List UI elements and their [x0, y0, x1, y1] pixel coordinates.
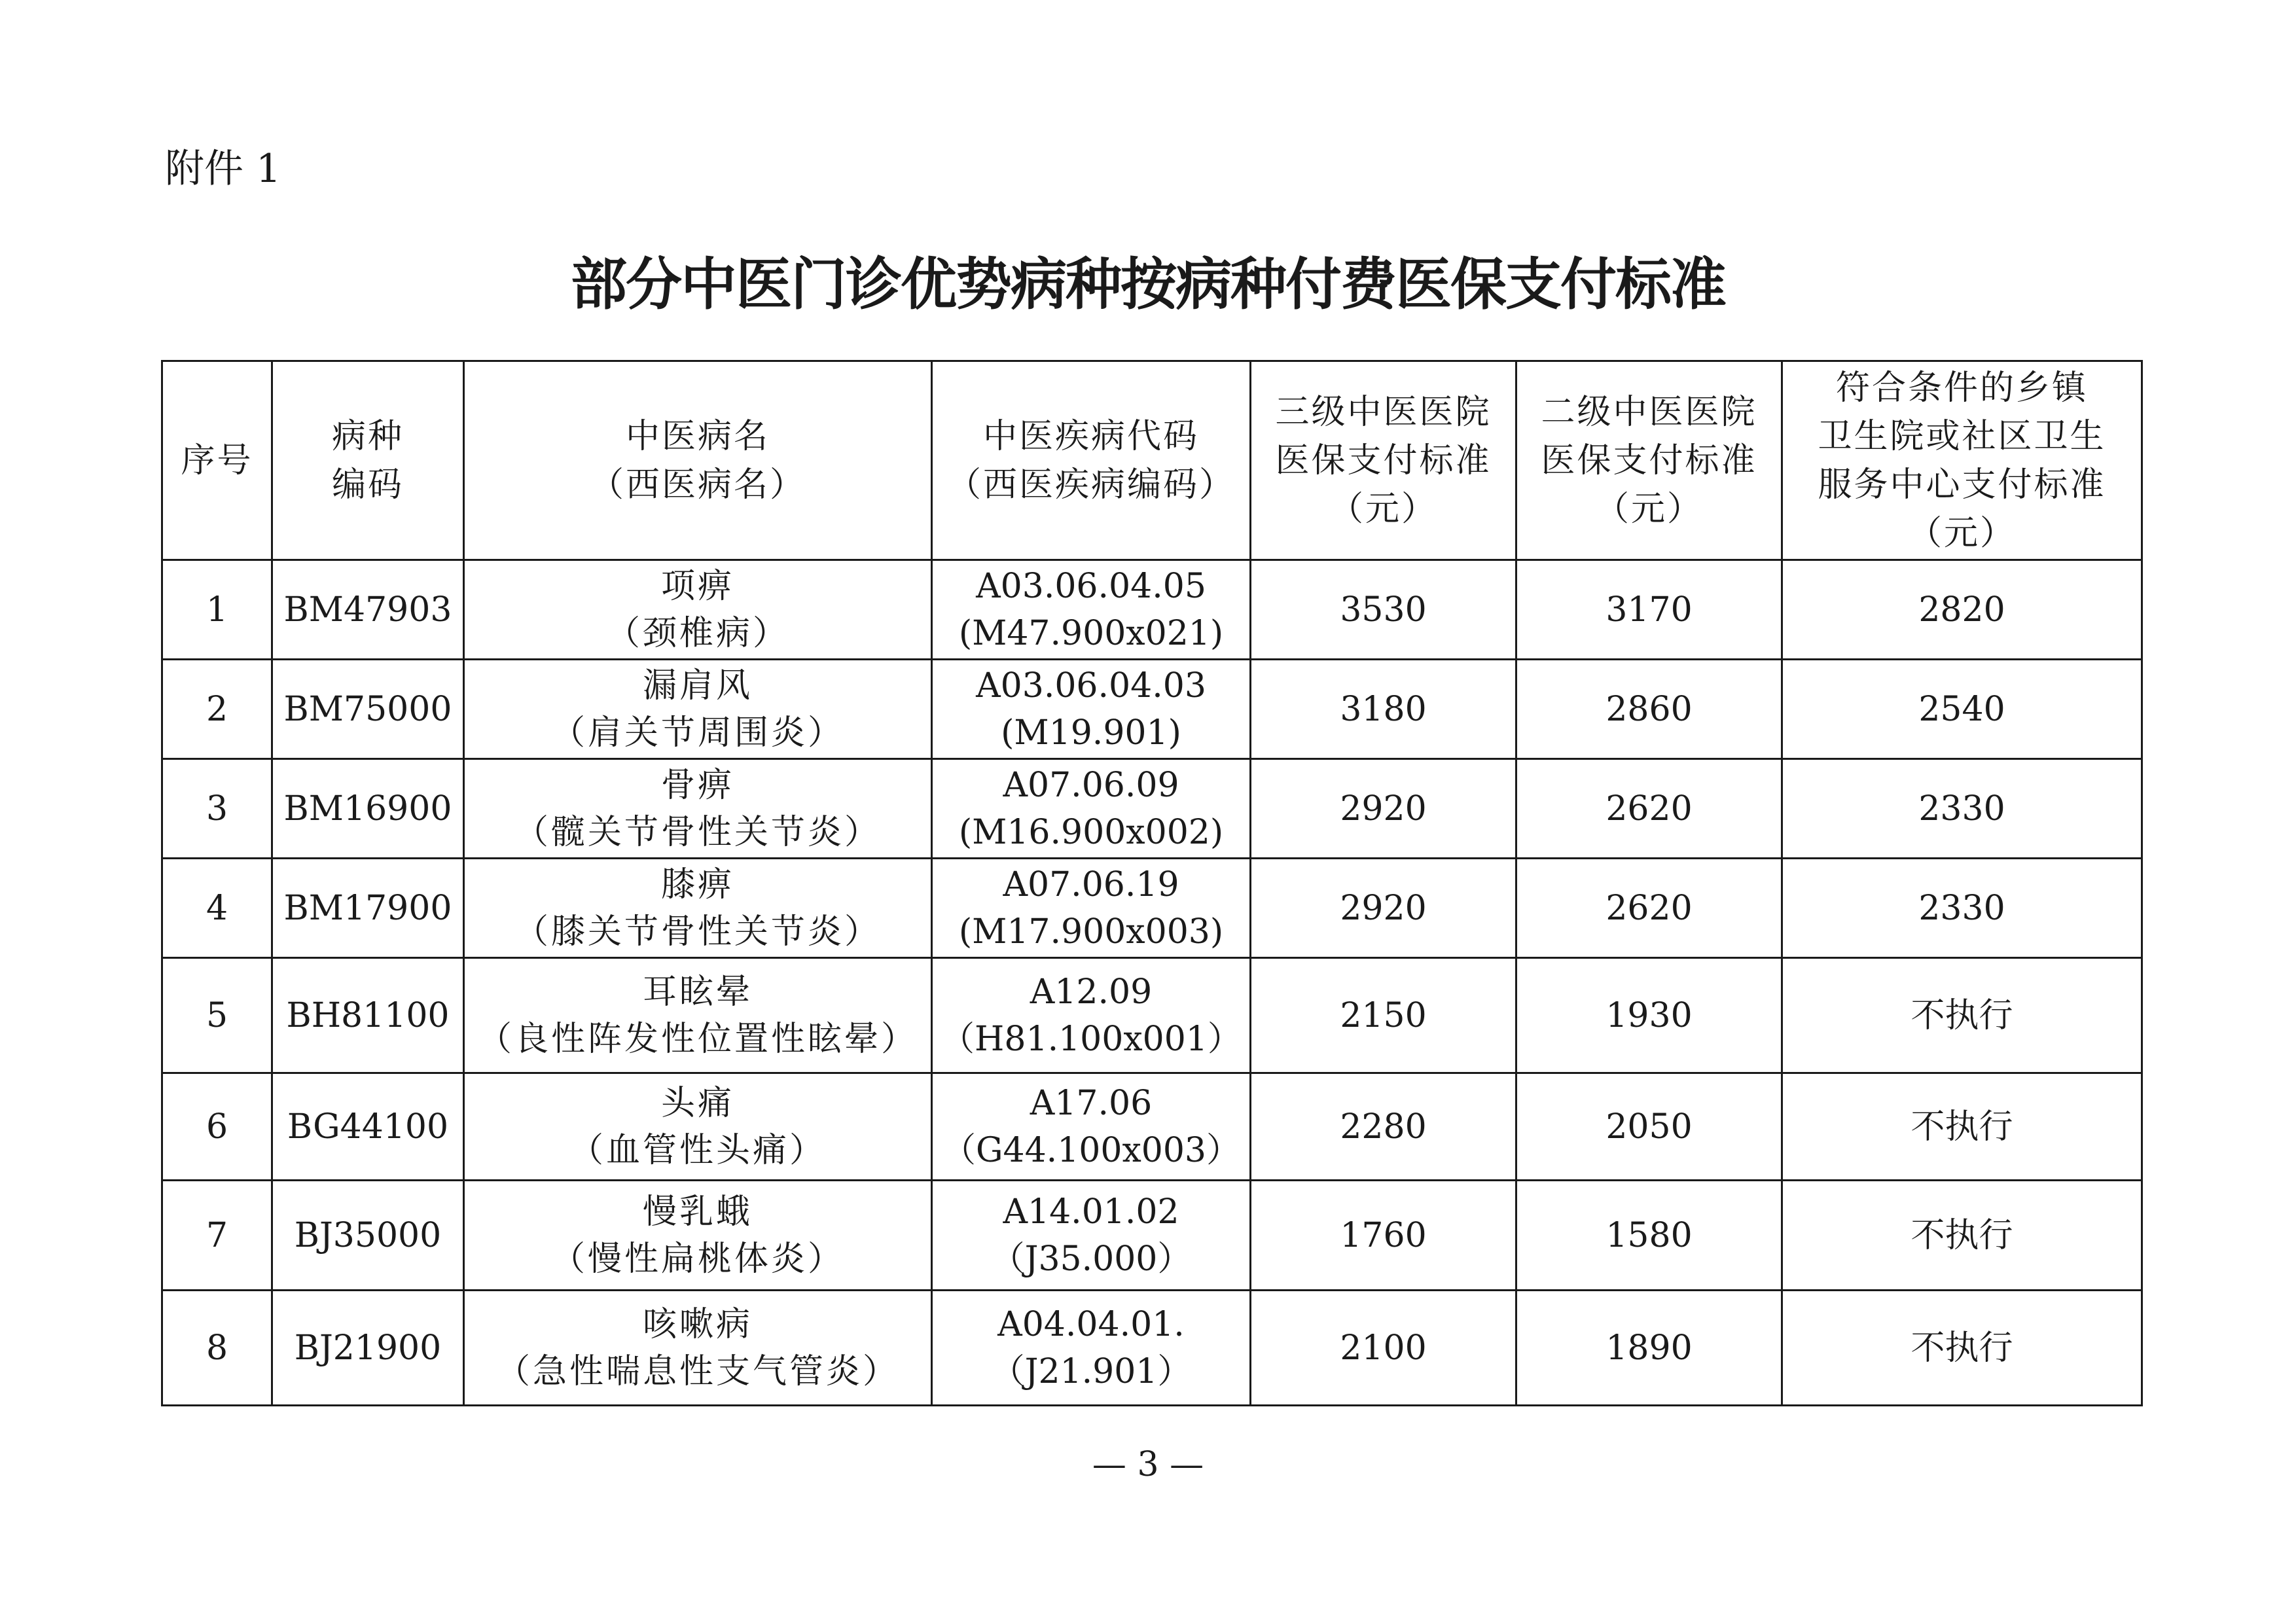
cell-text: （膝关节骨性关节炎）: [514, 912, 881, 952]
header-line: （西医疾病编码）: [946, 465, 1235, 505]
cell-disease-codes: [932, 660, 1251, 759]
cell-text: 不执行: [1910, 995, 2013, 1035]
cell-text: 2860: [1605, 689, 1693, 729]
cell-text: 3530: [1340, 590, 1427, 630]
cell-text: BJ35000: [294, 1215, 442, 1255]
cell-text: 2330: [1918, 888, 2005, 928]
cell-community-standard: [1782, 958, 2142, 1073]
table-row: [162, 1073, 2142, 1181]
cell-disease-codes: [932, 958, 1251, 1073]
cell-tertiary-standard: [1251, 859, 1516, 958]
cell-text: (M16.900x002): [958, 812, 1224, 852]
cell-text: 2050: [1605, 1107, 1693, 1147]
table-row: [162, 1181, 2142, 1291]
cell-text: 2280: [1340, 1107, 1427, 1147]
cell-text: A07.06.09: [1003, 765, 1179, 805]
cell-text: 1580: [1605, 1215, 1693, 1255]
table-body: [162, 560, 2142, 1406]
cell-disease-name: [464, 859, 932, 958]
cell-tertiary-standard: [1251, 560, 1516, 660]
cell-text: 1760: [1340, 1215, 1427, 1255]
cell-text: 不执行: [1910, 1215, 2013, 1255]
header-line: （元）: [1329, 489, 1437, 529]
table-row: [162, 1291, 2142, 1406]
cell-text: (M17.900x003): [958, 912, 1224, 952]
cell-community-standard: [1782, 560, 2142, 660]
cell-text: BH81100: [286, 995, 450, 1035]
header-line: 三级中医医院: [1275, 392, 1492, 432]
cell-secondary-standard: [1516, 958, 1782, 1073]
cell-text: 4: [206, 888, 228, 928]
cell-text: 1890: [1605, 1328, 1693, 1368]
cell-index: [162, 1073, 272, 1181]
cell-text: （良性阵发性位置性眩晕）: [477, 1019, 918, 1059]
cell-disease-code: [272, 560, 464, 660]
cell-text: 5: [206, 995, 228, 1035]
cell-disease-name: [464, 1291, 932, 1406]
cell-text: A03.06.04.03: [976, 666, 1206, 705]
cell-text: 慢乳蛾: [642, 1192, 753, 1232]
cell-text: 2150: [1340, 995, 1427, 1035]
header-line: 病种: [331, 416, 404, 456]
cell-text: BM16900: [283, 789, 452, 829]
header-line: 卫生院或社区卫生: [1818, 416, 2106, 456]
cell-text: （J21.901）: [990, 1351, 1192, 1391]
payment-standards-table: [161, 360, 2143, 1406]
cell-index: [162, 660, 272, 759]
cell-disease-code: [272, 1073, 464, 1181]
cell-text: 1930: [1605, 995, 1693, 1035]
cell-text: （J35.000）: [990, 1239, 1192, 1279]
cell-text: BM75000: [283, 689, 452, 729]
cell-tertiary-standard: [1251, 1073, 1516, 1181]
cell-disease-code: [272, 958, 464, 1073]
cell-secondary-standard: [1516, 1073, 1782, 1181]
cell-text: 漏肩风: [642, 666, 753, 705]
cell-text: A03.06.04.05: [976, 566, 1206, 606]
cell-text: （急性喘息性支气管炎）: [495, 1351, 899, 1391]
cell-disease-name: [464, 1073, 932, 1181]
cell-text: BG44100: [287, 1107, 449, 1147]
cell-tertiary-standard: [1251, 660, 1516, 759]
cell-secondary-standard: [1516, 660, 1782, 759]
header-index: [162, 361, 272, 560]
cell-disease-codes: [932, 1291, 1251, 1406]
attachment-label: 附件 1: [165, 146, 281, 192]
cell-secondary-standard: [1516, 859, 1782, 958]
cell-disease-code: [272, 660, 464, 759]
cell-disease-codes: [932, 560, 1251, 660]
cell-text: 1: [206, 590, 228, 630]
cell-community-standard: [1782, 759, 2142, 859]
cell-index: [162, 1181, 272, 1291]
cell-community-standard: [1782, 859, 2142, 958]
cell-text: A14.01.02: [1003, 1192, 1179, 1232]
cell-text: 2920: [1340, 789, 1427, 829]
header-line: 符合条件的乡镇: [1835, 368, 2088, 408]
cell-disease-codes: [932, 1073, 1251, 1181]
cell-text: （G44.100x003）: [941, 1130, 1241, 1170]
cell-disease-name: [464, 759, 932, 859]
cell-disease-codes: [932, 1181, 1251, 1291]
cell-text: 耳眩晕: [642, 972, 753, 1012]
header-line: 中医病名: [625, 416, 770, 456]
table-row: [162, 560, 2142, 660]
cell-text: 2820: [1918, 590, 2005, 630]
cell-text: 2540: [1918, 689, 2005, 729]
cell-text: A04.04.01.: [997, 1304, 1185, 1344]
cell-text: （髋关节骨性关节炎）: [514, 812, 881, 852]
cell-text: A12.09: [1030, 972, 1153, 1012]
cell-disease-code: [272, 859, 464, 958]
cell-text: 不执行: [1910, 1328, 2013, 1368]
cell-text: 项痹: [660, 566, 734, 606]
cell-disease-code: [272, 759, 464, 859]
table-header-row: [162, 361, 2142, 560]
header-tertiary-standard: [1251, 361, 1516, 560]
cell-text: （颈椎病）: [605, 613, 789, 653]
cell-text: 3170: [1605, 590, 1693, 630]
table-row: [162, 859, 2142, 958]
cell-disease-codes: [932, 759, 1251, 859]
header-line: 二级中医医院: [1541, 392, 1757, 432]
cell-text: 膝痹: [660, 865, 734, 904]
cell-text: 不执行: [1910, 1107, 2013, 1147]
cell-index: [162, 1291, 272, 1406]
cell-disease-name: [464, 660, 932, 759]
cell-text: 6: [206, 1107, 228, 1147]
cell-text: （H81.100x001）: [941, 1019, 1242, 1059]
table-row: [162, 759, 2142, 859]
cell-tertiary-standard: [1251, 759, 1516, 859]
cell-text: 3: [206, 789, 228, 829]
header-tcm-disease-name: [464, 361, 932, 560]
header-line: 编码: [331, 465, 404, 505]
header-line: 中医疾病代码: [982, 416, 1199, 456]
cell-text: （肩关节周围炎）: [550, 713, 844, 753]
cell-secondary-standard: [1516, 1291, 1782, 1406]
cell-community-standard: [1782, 660, 2142, 759]
cell-text: 咳嗽病: [642, 1304, 753, 1344]
cell-text: 2: [206, 689, 228, 729]
cell-disease-name: [464, 1181, 932, 1291]
cell-disease-name: [464, 560, 932, 660]
cell-text: 2330: [1918, 789, 2005, 829]
cell-text: 8: [206, 1328, 228, 1368]
cell-index: [162, 958, 272, 1073]
cell-text: BM17900: [283, 888, 452, 928]
cell-disease-codes: [932, 859, 1251, 958]
cell-text: (M19.901): [1001, 713, 1181, 753]
table-row: [162, 660, 2142, 759]
cell-secondary-standard: [1516, 1181, 1782, 1291]
cell-text: (M47.900x021): [958, 613, 1224, 653]
cell-text: BM47903: [283, 590, 452, 630]
cell-tertiary-standard: [1251, 1181, 1516, 1291]
cell-text: BJ21900: [294, 1328, 442, 1368]
header-tcm-disease-code: [932, 361, 1251, 560]
header-secondary-standard: [1516, 361, 1782, 560]
page-number: — 3 —: [1092, 1445, 1204, 1484]
cell-text: 2920: [1340, 888, 1427, 928]
cell-tertiary-standard: [1251, 1291, 1516, 1406]
cell-text: A17.06: [1030, 1083, 1153, 1123]
table-row: [162, 958, 2142, 1073]
header-line: 序号: [181, 440, 253, 480]
cell-disease-code: [272, 1181, 464, 1291]
cell-secondary-standard: [1516, 759, 1782, 859]
cell-community-standard: [1782, 1181, 2142, 1291]
cell-text: 3180: [1340, 689, 1427, 729]
cell-text: 7: [206, 1215, 228, 1255]
header-community-standard: [1782, 361, 2142, 560]
header-disease-code: [272, 361, 464, 560]
cell-disease-code: [272, 1291, 464, 1406]
cell-community-standard: [1782, 1291, 2142, 1406]
cell-index: [162, 759, 272, 859]
cell-community-standard: [1782, 1073, 2142, 1181]
cell-text: （血管性头痛）: [569, 1130, 826, 1170]
header-line: 医保支付标准: [1541, 440, 1757, 480]
document-title: 部分中医门诊优势病种按病种付费医保支付标准: [571, 252, 1725, 317]
cell-text: 头痛: [660, 1083, 734, 1123]
header-line: （元）: [1594, 489, 1703, 529]
cell-text: 2620: [1605, 789, 1693, 829]
cell-disease-name: [464, 958, 932, 1073]
cell-text: 2100: [1340, 1328, 1427, 1368]
header-line: （元）: [1907, 513, 2016, 553]
cell-tertiary-standard: [1251, 958, 1516, 1073]
cell-text: 2620: [1605, 888, 1693, 928]
cell-text: （慢性扁桃体炎）: [550, 1239, 844, 1279]
cell-text: A07.06.19: [1003, 865, 1179, 904]
cell-text: 骨痹: [660, 765, 734, 805]
cell-index: [162, 859, 272, 958]
header-line: 医保支付标准: [1275, 440, 1492, 480]
cell-index: [162, 560, 272, 660]
cell-secondary-standard: [1516, 560, 1782, 660]
header-line: 服务中心支付标准: [1818, 465, 2106, 505]
header-line: （西医病名）: [589, 465, 806, 505]
